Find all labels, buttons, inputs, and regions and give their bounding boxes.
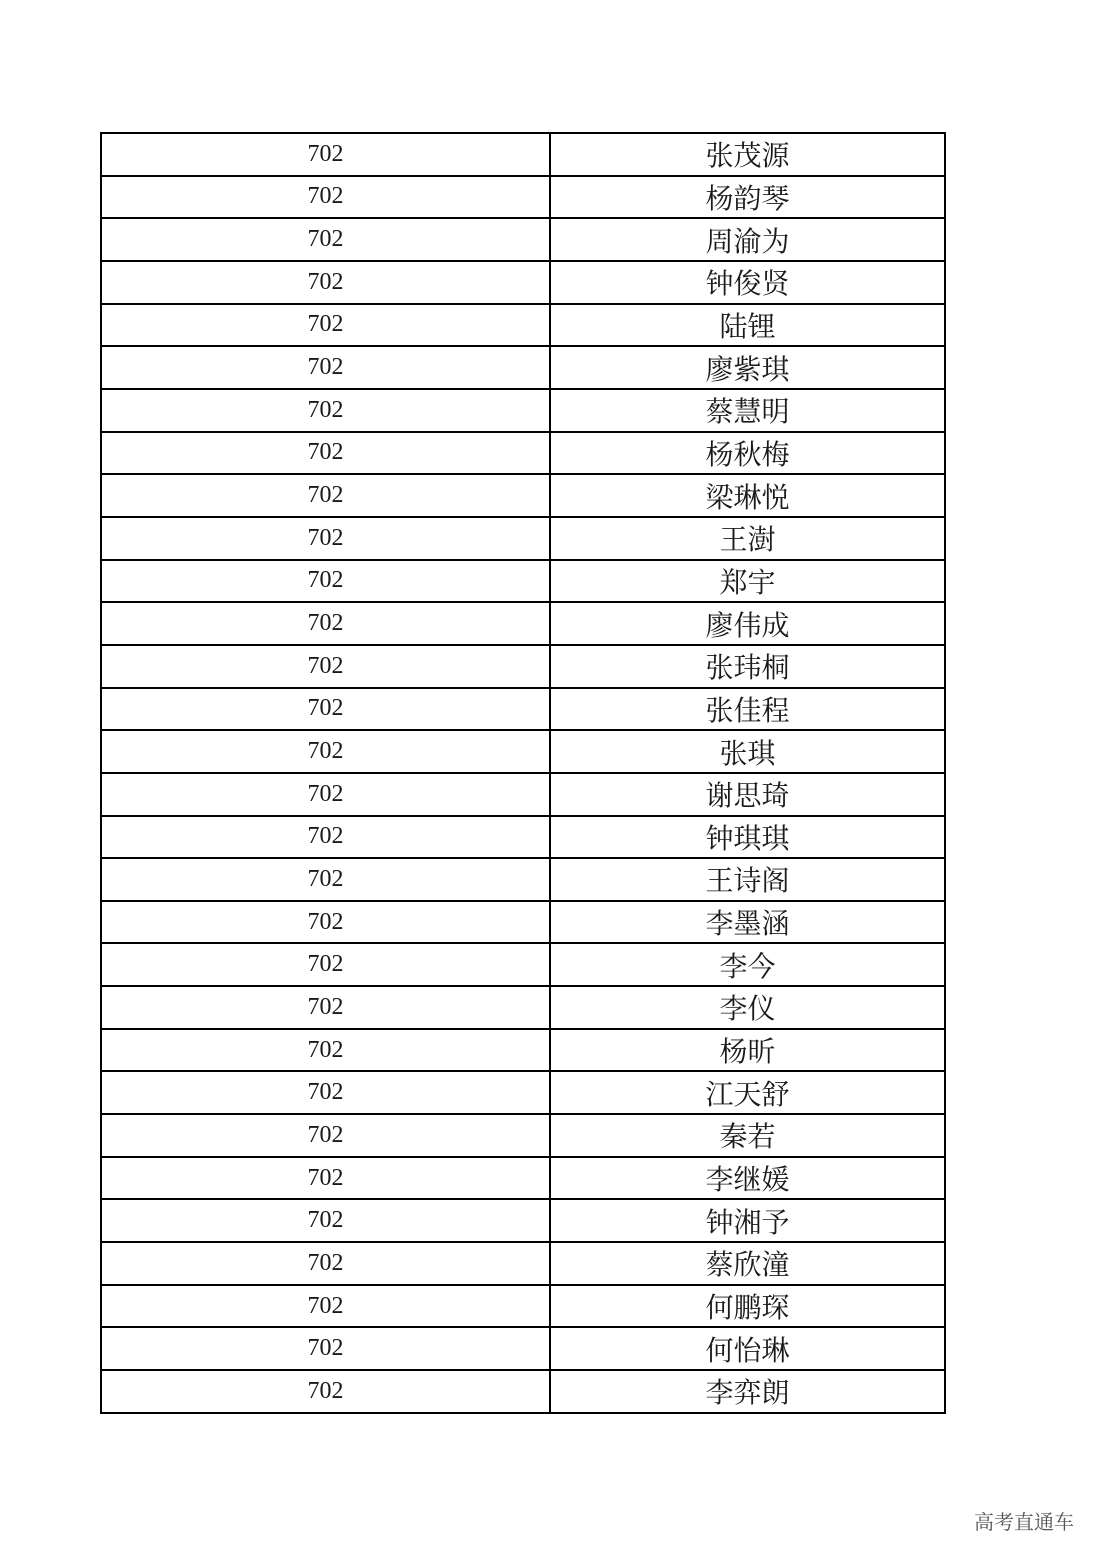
name-cell: 钟俊贤 [550,261,945,304]
table-row [101,688,945,731]
name-cell: 杨韵琴 [550,176,945,219]
table-row [101,517,945,560]
table-row [101,645,945,688]
table-row [101,816,945,859]
code-cell: 702 [101,432,550,475]
code-cell: 702 [101,261,550,304]
table-row [101,901,945,944]
name-cell: 王澍 [550,517,945,560]
table-row [101,773,945,816]
code-cell: 702 [101,858,550,901]
name-cell: 杨秋梅 [550,432,945,475]
code-cell: 702 [101,133,550,176]
table-row [101,1114,945,1157]
code-cell: 702 [101,688,550,731]
code-cell: 702 [101,517,550,560]
code-cell: 702 [101,901,550,944]
table-row [101,176,945,219]
name-cell: 郑宇 [550,560,945,603]
table-row [101,261,945,304]
code-cell: 702 [101,1071,550,1114]
table-row [101,986,945,1029]
name-cell: 李今 [550,943,945,986]
name-cell: 钟琪琪 [550,816,945,859]
code-cell: 702 [101,1199,550,1242]
code-cell: 702 [101,1029,550,1072]
table-row [101,1199,945,1242]
roster-table-body [101,133,945,1413]
name-cell: 蔡慧明 [550,389,945,432]
roster-table [100,132,946,1414]
table-row [101,730,945,773]
code-cell: 702 [101,176,550,219]
name-cell: 张茂源 [550,133,945,176]
table-row [101,1029,945,1072]
code-cell: 702 [101,218,550,261]
code-cell: 702 [101,943,550,986]
watermark-text: 高考直通车 [974,1510,1074,1534]
name-cell: 江天舒 [550,1071,945,1114]
name-cell: 李仪 [550,986,945,1029]
code-cell: 702 [101,474,550,517]
table-row [101,1242,945,1285]
code-cell: 702 [101,730,550,773]
code-cell: 702 [101,1370,550,1413]
name-cell: 王诗阁 [550,858,945,901]
name-cell: 张佳程 [550,688,945,731]
code-cell: 702 [101,773,550,816]
name-cell: 李墨涵 [550,901,945,944]
table-row [101,304,945,347]
code-cell: 702 [101,1157,550,1200]
name-cell: 秦若 [550,1114,945,1157]
table-row [101,560,945,603]
code-cell: 702 [101,1242,550,1285]
name-cell: 谢思琦 [550,773,945,816]
table-row [101,389,945,432]
code-cell: 702 [101,304,550,347]
code-cell: 702 [101,560,550,603]
code-cell: 702 [101,1285,550,1328]
code-cell: 702 [101,645,550,688]
name-cell: 陆锂 [550,304,945,347]
table-row [101,1157,945,1200]
table-row [101,432,945,475]
name-cell: 何鹏琛 [550,1285,945,1328]
code-cell: 702 [101,1114,550,1157]
name-cell: 何怡琳 [550,1327,945,1370]
table-row [101,218,945,261]
name-cell: 梁琳悦 [550,474,945,517]
name-cell: 廖紫琪 [550,346,945,389]
table-row [101,1327,945,1370]
name-cell: 杨昕 [550,1029,945,1072]
table-row [101,1370,945,1413]
code-cell: 702 [101,346,550,389]
code-cell: 702 [101,389,550,432]
name-cell: 周渝为 [550,218,945,261]
table-row [101,133,945,176]
code-cell: 702 [101,602,550,645]
code-cell: 702 [101,986,550,1029]
name-cell: 廖伟成 [550,602,945,645]
table-row [101,346,945,389]
table-row [101,943,945,986]
code-cell: 702 [101,816,550,859]
name-cell: 张玮桐 [550,645,945,688]
name-cell: 李弈朗 [550,1370,945,1413]
name-cell: 钟湘予 [550,1199,945,1242]
table-row [101,858,945,901]
table-row [101,1285,945,1328]
table-row [101,474,945,517]
code-cell: 702 [101,1327,550,1370]
table-row [101,1071,945,1114]
name-cell: 李继媛 [550,1157,945,1200]
name-cell: 蔡欣潼 [550,1242,945,1285]
table-row [101,602,945,645]
name-cell: 张琪 [550,730,945,773]
